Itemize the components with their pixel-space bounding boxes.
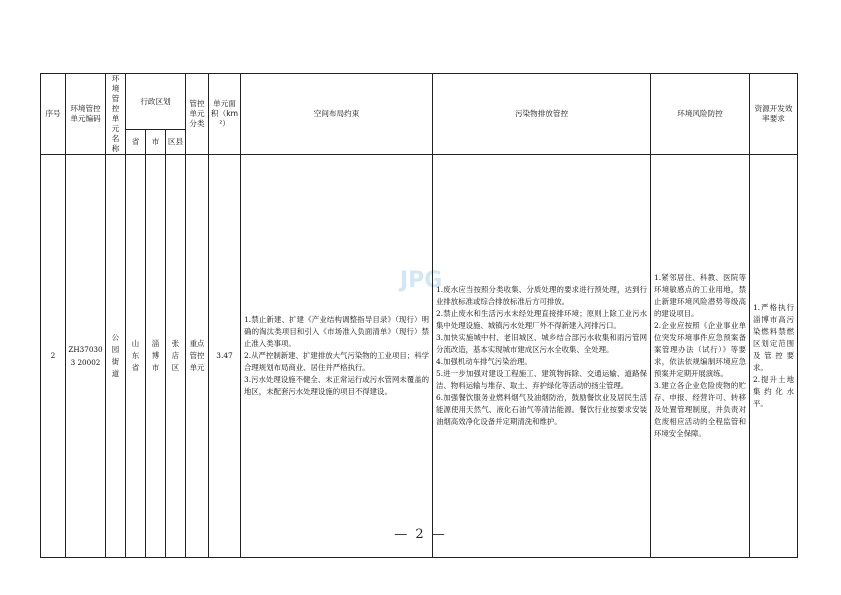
header-area: 单元面积（km²） bbox=[209, 74, 241, 155]
list-item: 2.提升土地集约化水平。 bbox=[753, 375, 795, 408]
header-unit-code: 环境管控单元编码 bbox=[66, 74, 106, 155]
list-item: 1.禁止新建、扩建《产业结构调整指导目录》（现行）明确的淘汰类项目和引入《市场准入负面清单》（现行）禁止准入类事项。 bbox=[244, 315, 430, 348]
cell-spatial bbox=[241, 155, 433, 558]
table-row bbox=[41, 155, 798, 558]
list-item: 2.企业应按照《企业事业单位突发环境事件应急预案备案管理办法（试行）》等要求，依法依规编制环境应急预案并定期开展演练。 bbox=[654, 321, 747, 378]
header-seq: 序号 bbox=[41, 74, 66, 155]
list-item: 2.从严控制新建、扩建排放大气污染物的工业项目；科学合理规划布局商业、居住并严格执行。 bbox=[244, 351, 430, 372]
list-item: 5.进一步加强对建设工程施工、建筑物拆除、交通运输、道路保洁、物料运输与堆存、取土、弃护绿化等活动的扬尘管理。 bbox=[436, 369, 648, 390]
header-pollution: 污染物排放管控 bbox=[433, 74, 651, 155]
list-item: 2.禁止废水和生活污水未经处理直接排环境；原则上除工业污水集中处理设施、城镇污水处理厂外不得新建入河排污口。 bbox=[436, 309, 648, 330]
list-item: 4.加强机动车排气污染治理。 bbox=[436, 357, 532, 366]
cell-unit-code: ZH370303 20002 bbox=[66, 155, 106, 558]
cell-resource bbox=[750, 155, 798, 558]
cell-category: 重点管控单元 bbox=[186, 155, 209, 558]
header-city: 市 bbox=[146, 130, 166, 155]
header-admin: 行政区划 bbox=[126, 74, 186, 130]
list-item: 6.加强餐饮服务业燃料烟气及油烟防治，鼓励餐饮业及居民生活能源使用天然气、液化石油气等清洁能源。餐饮行业按要求安装油烟高效净化设备并定期清洗和维护。 bbox=[436, 393, 648, 426]
cell-unit-name: 公园街道 bbox=[106, 155, 126, 558]
list-item: 1.严格执行淄博市高污染燃料禁燃区划定范围及管控要求。 bbox=[753, 303, 795, 372]
list-item: 1.紧邻居住、科教、医院等环境敏感点的工业用地，禁止新建环境风险潜势等级高的建设项目。 bbox=[654, 273, 747, 318]
environmental-control-table bbox=[40, 73, 798, 558]
cell-province: 山东省 bbox=[126, 155, 146, 558]
cell-risk bbox=[651, 155, 750, 558]
cell-seq: 2 bbox=[41, 155, 66, 558]
header-unit-name: 环境管控单元名称 bbox=[106, 74, 126, 155]
list-item: 3.建立各企业危险废物的贮存、申报、经营许可、转移及处置管理制度，并负责对危废相应活动的全程监管和环境安全保障。 bbox=[654, 381, 747, 438]
page-number: — 2 — bbox=[394, 527, 447, 542]
list-item: 1.废水应当按照分类收集、分质处理的要求进行预处理，达到行业排放标准或综合排放标准后方可排放。 bbox=[436, 285, 648, 306]
cell-county: 张店区 bbox=[166, 155, 186, 558]
header-county: 区县 bbox=[166, 130, 186, 155]
watermark: JPG bbox=[400, 268, 443, 293]
cell-pollution bbox=[433, 155, 651, 558]
header-spatial: 空间布局约束 bbox=[241, 74, 433, 155]
header-risk: 环境风险防控 bbox=[651, 74, 750, 155]
header-category: 管控单元分类 bbox=[186, 74, 209, 155]
header-resource: 资源开发效率要求 bbox=[750, 74, 798, 155]
header-province: 省 bbox=[126, 130, 146, 155]
list-item: 3.加快实施城中村、老旧城区、城乡结合部污水收集和雨污管网分流改造，基本实现城市建成区污水全收集、全处理。 bbox=[436, 333, 648, 354]
cell-city: 淄博市 bbox=[146, 155, 166, 558]
list-item: 3.污水处理设施不健全、未正常运行或污水管网未覆盖的地区，未配套污水处理设施的项目不得建设。 bbox=[244, 375, 430, 396]
cell-area: 3.47 bbox=[209, 155, 241, 558]
